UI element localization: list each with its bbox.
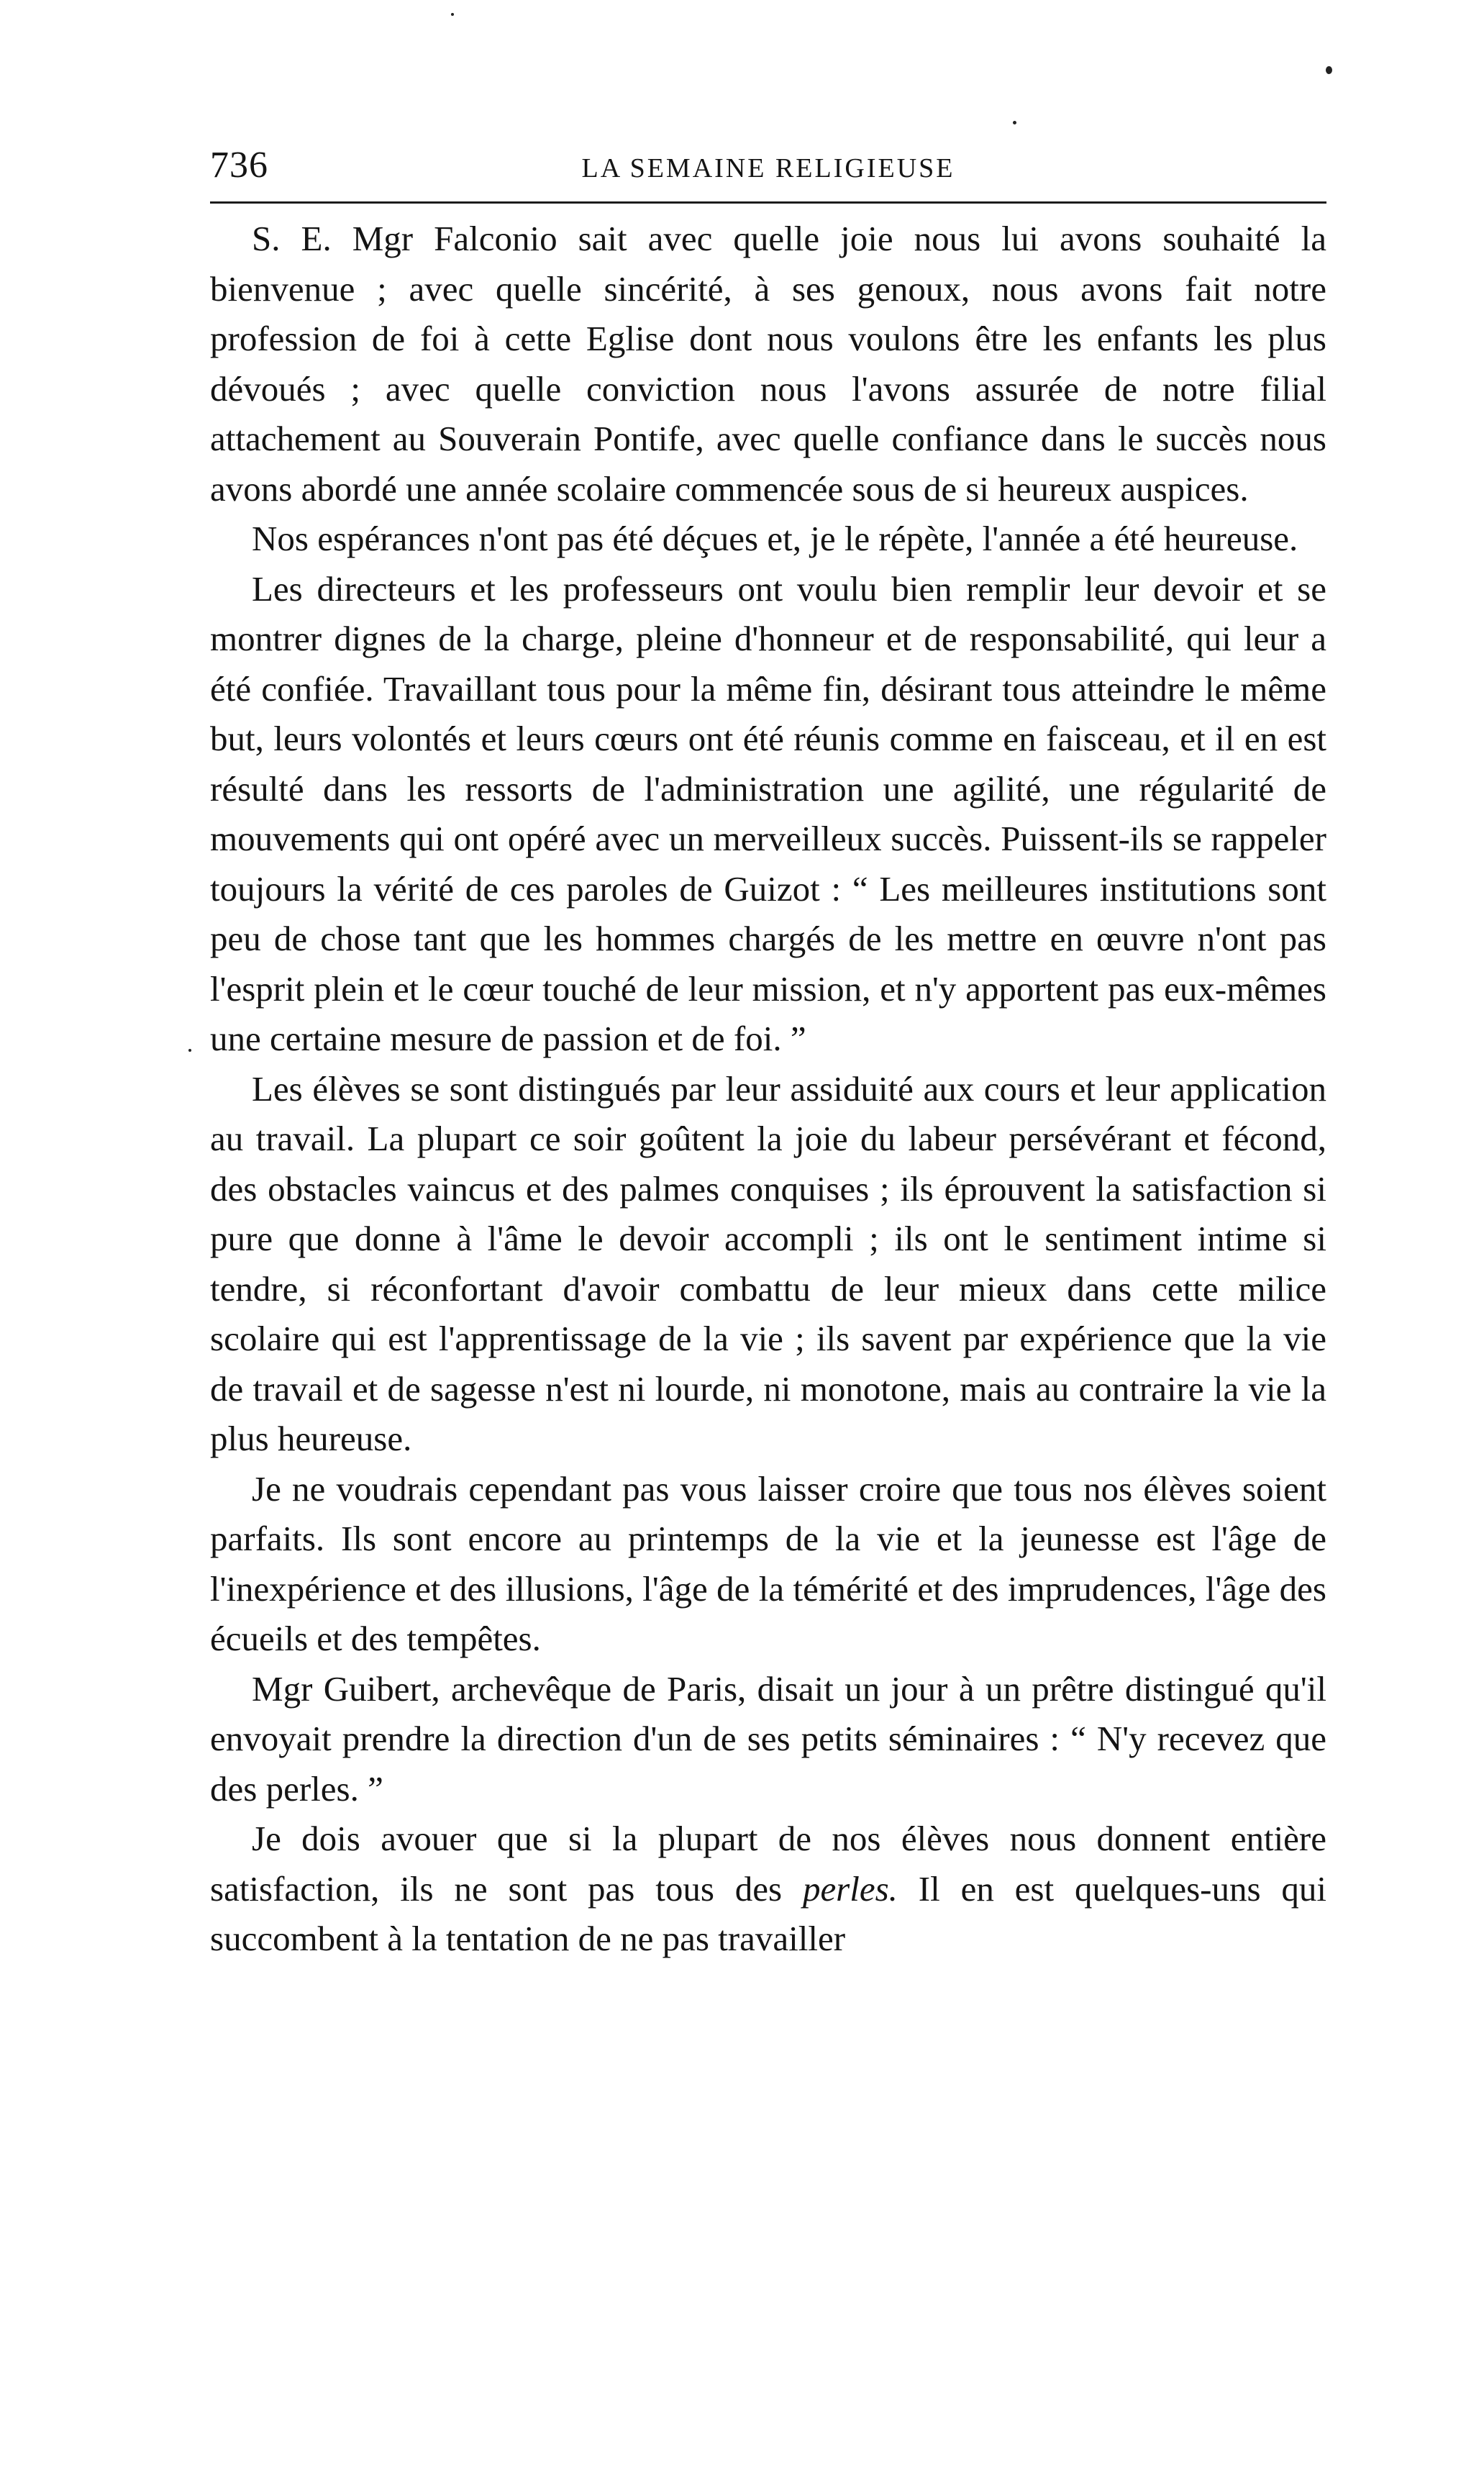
pearls-text-after: Il en est quelques-uns qui succombent à la tentation de ne pas travailler xyxy=(210,1868,1326,1958)
paragraph-hopes: Nos espérances n'ont pas été déçues et, je le répète, l'année a été heureuse. xyxy=(252,519,1298,558)
paragraph-guibert: Mgr Guibert, archevêque de Paris, disait un jour à un prêtre distingué qu'il envoyait prendre la direction d'un de ses petits séminaires : “ N'y recevez que des perles. ” xyxy=(210,1668,1326,1809)
paragraph-pearls xyxy=(210,1814,1326,1964)
paragraph-students: Les élèves se sont distingués par leur assiduité aux cours et leur application au travail. La plupart ce soir goûtent la joie du labeur persévérant et fécond, des obstacles vaincus et des palmes conquises ; ils éprouvent la satisfaction si pure que donne à l'âme le devoir accompli ; ils ont le sentiment intime si tendre, si réconfortant d'avoir combattu de leur mieux dans cette milice scolaire qui est l'apprentissage de la vie ; ils savent par expérience que la vie de travail et de sagesse n'est ni lourde, ni monotone, mais au contraire la vie la plus heureuse. xyxy=(210,1068,1326,1458)
print-speck xyxy=(1326,66,1332,74)
paragraph-youth: Je ne voudrais cependant pas vous laisser croire que tous nos élèves soient parfaits. Ils sont encore au printemps de la vie et la jeunesse est l'âge de l'inexpérience et des illusions, l'âge de la témérité et des imprudences, l'âge des écueils et des tempêtes. xyxy=(210,1468,1326,1658)
pearls-text-before: Je dois avouer que si la plupart de nos élèves nous donnent entière satisfaction, ils ne sont pas tous des xyxy=(210,1819,1326,1909)
print-speck xyxy=(188,1049,191,1052)
pearls-emphasis: perles. xyxy=(802,1868,898,1909)
page-number: 736 xyxy=(210,145,268,186)
print-speck xyxy=(451,13,454,16)
paragraph-welcome: S. E. Mgr Falconio sait avec quelle joie nous lui avons souhaité la bienvenue ; avec quelle sincérité, à ses genoux, nous avons fait notre profession de foi à cette Eglise dont nous voulons être les enfants les plus dévoués ; avec quelle conviction nous l'avons assurée de notre filial attachement au Souverain Pontife, avec quelle confiance dans le succès nous avons abordé une année scolaire commencée sous de si heureux auspices. xyxy=(210,219,1326,509)
body-text xyxy=(210,214,1326,1964)
header-rule xyxy=(210,201,1326,204)
running-title: LA SEMAINE RELIGIEUSE xyxy=(581,153,955,183)
page-header xyxy=(210,137,1326,201)
book-page xyxy=(210,137,1326,1964)
print-speck xyxy=(1013,121,1016,124)
paragraph-teachers: Les directeurs et les professeurs ont voulu bien remplir leur devoir et se montrer dignes de la charge, pleine d'honneur et de responsabilité, qui leur a été confiée. Travaillant tous pour la même fin, désirant tous atteindre le même but, leurs volontés et leurs cœurs ont été réunis comme en faisceau, et il en est résulté dans les ressorts de l'administration une agilité, une régularité de mouvements qui ont opéré avec un merveilleux succès. Puissent-ils se rappeler toujours la vérité de ces paroles de Guizot : “ Les meilleures institutions sont peu de chose tant que les hommes chargés de les mettre en œuvre n'ont pas l'esprit plein et le cœur touché de leur mission, et n'y apportent pas eux-mêmes une certaine mesure de passion et de foi. ” xyxy=(210,568,1326,1058)
